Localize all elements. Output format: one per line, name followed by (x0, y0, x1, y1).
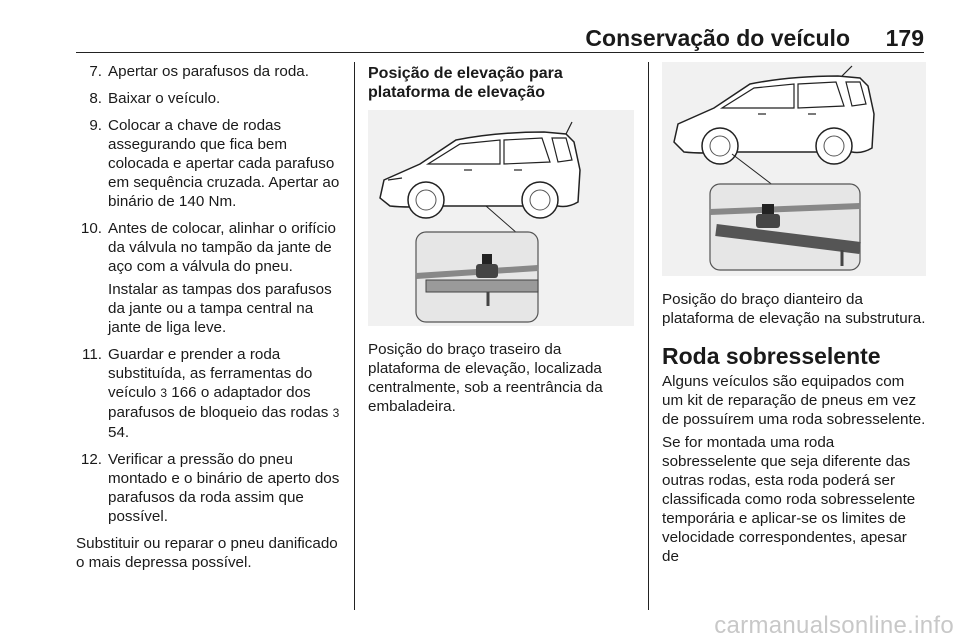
page-reference-icon: 3 (160, 386, 168, 400)
watermark: carmanualsonline.info (714, 612, 954, 639)
column-divider-right (648, 62, 649, 610)
left-column (76, 62, 344, 576)
section-heading: Posição de elevação para plataforma de elevação (368, 65, 563, 101)
section-heading: Roda sobresselente (662, 343, 881, 369)
list-text: Colocar a chave de rodas assegurando que fica bem colocada e apertar cada parafuso em sequência cruzada. Apertar ao binário de 140 Nm. (108, 117, 340, 210)
closing-paragraph: Substituir ou reparar o pneu danificado o mais depressa possível. (76, 535, 338, 571)
list-item (76, 62, 344, 85)
list-text: Guardar e prender a roda substituída, as ferramentas do veículo 3 166 o adaptador dos parafusos de bloqueio das rodas 3 54. (108, 346, 340, 441)
list-item (76, 116, 344, 215)
header-rule (76, 52, 924, 53)
page-number: 179 (885, 25, 924, 51)
list-number: 9. (89, 117, 102, 134)
page-reference-link[interactable]: 54. (108, 424, 130, 441)
list-number: 11. (82, 346, 102, 363)
page-reference-icon: 3 (332, 406, 340, 420)
list-item (76, 450, 344, 530)
list-number: 10. (80, 220, 102, 237)
list-text: Apertar os parafusos da roda. (108, 63, 309, 80)
list-text: Instalar as tampas dos parafusos da jante ou a tampa central na jante de liga leve. (108, 281, 332, 336)
page-reference-link[interactable]: 166 o adaptador dos parafusos de bloqueio das rodas (108, 384, 329, 421)
right-column (662, 62, 926, 570)
rear-lift-point-illustration (368, 110, 634, 326)
list-item (76, 345, 344, 446)
running-header-title: Conservação do veículo (585, 25, 850, 51)
figure-caption: Posição do braço traseiro da plataforma de elevação, localizada centralmente, sob a reentrância da embaladeira. (368, 341, 603, 415)
list-number: 7. (89, 63, 102, 80)
middle-column (368, 62, 634, 416)
figure-caption: Posição do braço dianteiro da plataforma de elevação na substrutura. (662, 291, 926, 327)
list-item (76, 219, 344, 341)
list-item (76, 89, 344, 112)
front-lift-point-illustration (662, 62, 926, 276)
list-number: 12. (80, 451, 102, 468)
list-text: Verificar a pressão do pneu montado e o binário de aperto dos parafusos da roda assim que possível. (108, 451, 340, 525)
body-paragraph: Se for montada uma roda sobresselente que seja diferente das outras rodas, esta roda poderá ser classificada como roda sobresselente temporária e aplicar-se os limites de velocidade correspondentes, apesar de (662, 434, 916, 565)
list-text: Baixar o veículo. (108, 90, 221, 107)
column-divider-left (354, 62, 355, 610)
body-paragraph: Alguns veículos são equipados com um kit de reparação de pneus em vez de possuírem uma roda sobresselente. (662, 373, 926, 428)
list-number: 8. (89, 90, 102, 107)
list-text: Antes de colocar, alinhar o orifício da válvula no tampão da jante de aço com a válvula do pneu. (108, 220, 336, 275)
